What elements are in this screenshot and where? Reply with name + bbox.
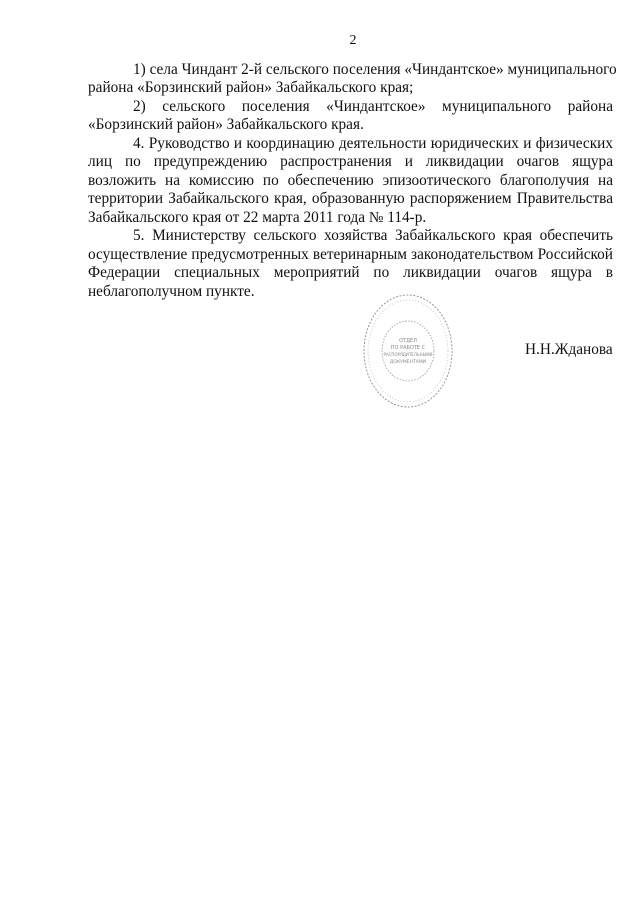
text-line: Федерации специальных мероприятий по ликвидации очагов ящура в — [88, 264, 613, 281]
text-line: возложить на комиссию по обеспечению эпизоотического благополучия на — [88, 172, 613, 189]
text-line: района «Борзинский район» Забайкальского края; — [88, 79, 414, 96]
text-line: территории Забайкальского края, образованную распоряжением Правительства — [88, 190, 613, 207]
text-line: осуществление предусмотренных ветеринарным законодательством Российской — [88, 246, 613, 263]
text-line: неблагополучном пункте. — [88, 283, 255, 300]
svg-text:ДОКУМЕНТАМИ: ДОКУМЕНТАМИ — [389, 360, 427, 365]
official-stamp — [362, 292, 454, 410]
text-line: лиц по предупреждению распространения и ликвидации очагов ящура — [88, 153, 613, 170]
text-line: 2) сельского поселения «Чиндантское» муниципального района — [133, 98, 613, 115]
text-line: 4. Руководство и координацию деятельности юридических и физических — [133, 135, 613, 152]
svg-text:ПО РАБОТЕ С: ПО РАБОТЕ С — [390, 345, 426, 351]
signature-name: Н.Н.Жданова — [525, 341, 613, 358]
text-line: «Борзинский район» Забайкальского края. — [88, 116, 364, 133]
text-line: 1) села Чиндант 2-й сельского поселения «Чиндантское» муниципального — [133, 61, 617, 78]
svg-text:ОТДЕЛ: ОТДЕЛ — [399, 338, 417, 344]
text-line: Забайкальского края от 22 марта 2011 года № 114-р. — [88, 209, 427, 226]
text-line: 5. Министерству сельского хозяйства Забайкальского края обеспечить — [133, 227, 613, 244]
svg-text:РАСПОРЯДИТЕЛЬНЫМИ: РАСПОРЯДИТЕЛЬНЫМИ — [383, 352, 433, 357]
page-number: 2 — [349, 33, 357, 48]
